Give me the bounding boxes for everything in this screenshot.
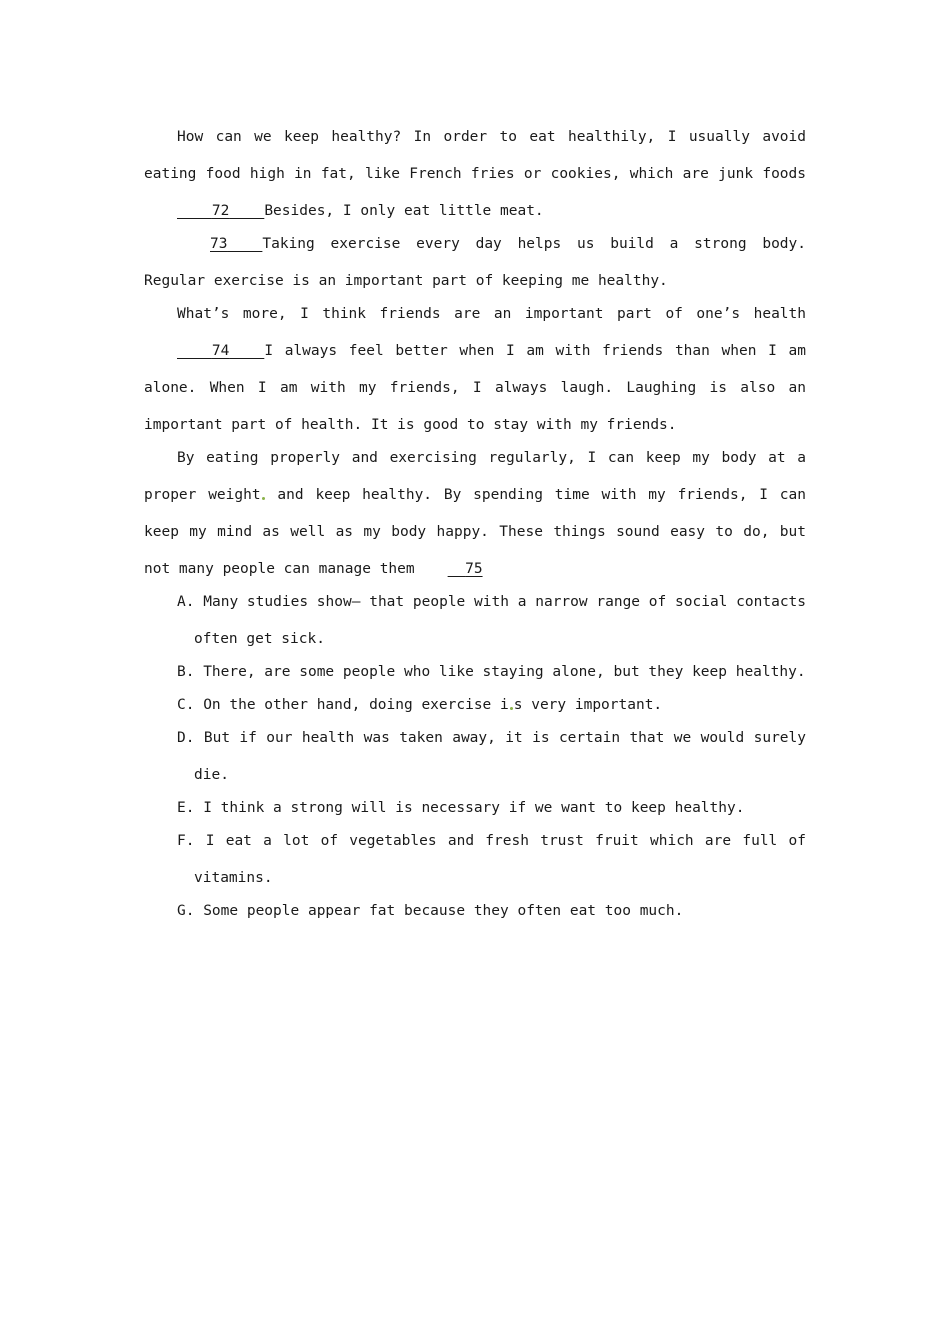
blank-74 — [144, 333, 264, 370]
stray-mark — [510, 707, 513, 710]
stray-mark — [262, 497, 265, 500]
paragraph-1-text-a: How can we keep healthy? In order to eat healthily, I usually avoid eating food high in fat, like French fries or cookies, which are junk foods — [144, 129, 806, 182]
option-text: There, are some people who like staying alone, but they keep healthy. — [203, 664, 806, 680]
option-letter: B. — [177, 664, 195, 680]
paragraph-4-text-a: By eating properly and exercising regularly, I can keep my body at a proper weight — [144, 450, 806, 503]
answer-options — [144, 584, 806, 930]
option-text: But if our health was taken away, it is certain that we would surely die. — [194, 730, 806, 783]
option-letter: A. — [177, 594, 195, 610]
blank-72-number: 72 — [211, 203, 230, 219]
paragraph-3-text-a: What’s more, I think friends are an important part of one’s health — [177, 306, 806, 322]
paragraph-3-text-b: I always feel better when I am with friends than when I am alone. When I am with my friends, I always laugh. Laughing is also an important part of health. It is good to stay with my friends. — [144, 343, 806, 433]
option-a — [177, 584, 806, 658]
option-text: Some people appear fat because they often eat too much. — [203, 903, 684, 919]
option-text-a: On the other hand, doing exercise i — [203, 697, 509, 713]
paragraph-2 — [144, 226, 806, 300]
paragraph-3 — [144, 296, 806, 444]
option-letter: D. — [177, 730, 195, 746]
paragraph-1 — [144, 119, 806, 230]
document-page — [144, 119, 806, 930]
blank-73-number: 73 — [210, 236, 228, 252]
option-letter: F. — [177, 833, 195, 849]
blank-72 — [144, 193, 264, 230]
option-text: Many studies show— that people with a narrow range of social contacts often get sick. — [194, 594, 807, 647]
option-letter: C. — [177, 697, 195, 713]
paragraph-2-text-b: Taking exercise every day helps us build a strong body. Regular exercise is an important part of keeping me healthy. — [144, 236, 806, 289]
blank-75 — [415, 551, 483, 588]
option-letter: E. — [177, 800, 195, 816]
option-e — [177, 790, 806, 827]
option-text-b: s very important. — [513, 697, 663, 713]
option-g — [177, 893, 806, 930]
option-d — [177, 720, 806, 794]
paragraph-1-text-b: Besides, I only eat little meat. — [264, 203, 544, 219]
blank-75-number: 75 — [465, 561, 483, 577]
option-c — [177, 687, 806, 724]
option-text: I eat a lot of vegetables and fresh trust fruit which are full of vitamins. — [194, 833, 807, 886]
blank-74-number: 74 — [211, 343, 230, 359]
option-text: I think a strong will is necessary if we want to keep healthy. — [203, 800, 745, 816]
paragraph-4 — [144, 440, 806, 588]
blank-73 — [177, 226, 262, 263]
paragraph-4-text-b: and keep healthy. By spending time with my friends, I can keep my mind as well as my body happy. These things sound easy to do, but not many people can manage them — [144, 487, 806, 577]
option-letter: G. — [177, 903, 195, 919]
option-f — [177, 823, 806, 897]
option-b — [177, 654, 806, 691]
